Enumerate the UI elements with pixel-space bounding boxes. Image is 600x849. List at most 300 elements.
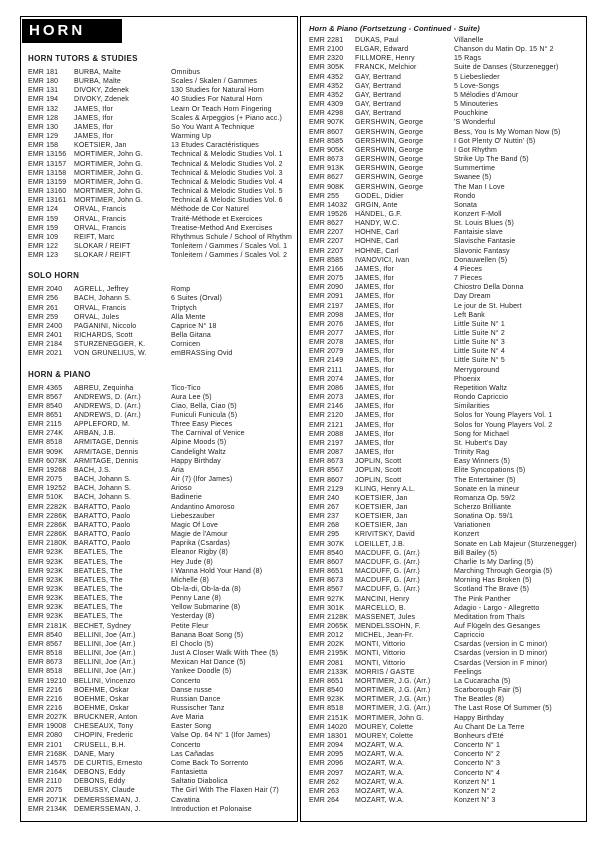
emr-number: EMR 194 — [28, 96, 59, 104]
catalog-row — [28, 233, 295, 242]
piece-title: Le jour de St. Hubert — [454, 302, 522, 310]
composer-name: JAMES, Ifor — [355, 439, 394, 447]
composer-name: KOETSIER, Jan — [355, 522, 408, 530]
composer-name: BEATLES, The — [74, 604, 123, 612]
section-heading-horn-piano: HORN & PIANO — [28, 369, 91, 379]
catalog-row — [28, 402, 295, 411]
emr-number: EMR 158 — [28, 142, 59, 150]
composer-name: DEBUSSY, Claude — [74, 787, 135, 795]
composer-name: ORVAL, Francis — [74, 304, 127, 312]
piece-title: Paprika (Csardas) — [171, 540, 230, 548]
composer-name: JAMES, Ifor — [355, 275, 394, 283]
piece-title: Magie de l'Amour — [171, 531, 228, 539]
catalog-row — [28, 722, 295, 731]
emr-number: EMR 905K — [309, 146, 345, 154]
emr-number: EMR 2195K — [309, 650, 349, 658]
catalog-row — [309, 292, 584, 301]
catalog-row — [309, 237, 584, 246]
piece-title: Come Back To Sorrento — [171, 759, 249, 767]
piece-title: 7 Pieces — [454, 275, 483, 283]
piece-title: The Beatles (8) — [454, 696, 505, 704]
catalog-row — [28, 567, 295, 576]
composer-name: MOZART, W.A. — [355, 769, 405, 777]
catalog-row — [28, 438, 295, 447]
catalog-row — [28, 631, 295, 640]
catalog-row — [309, 173, 584, 182]
piece-title: Concerto N° 1 — [454, 742, 500, 750]
catalog-row — [28, 484, 295, 493]
catalog-row — [28, 466, 295, 475]
piece-title: Scales & Arpeggios (+ Piano acc.) — [171, 114, 282, 122]
composer-name: JOPLIN, Scott — [355, 467, 402, 475]
piece-title: I Wanna Hold Your Hand (8) — [171, 567, 263, 575]
emr-number: EMR 8607 — [309, 128, 344, 136]
composer-name: BECHET, Sydney — [74, 622, 131, 630]
piece-title: Meditation from Thaïs — [454, 613, 525, 621]
emr-number: EMR 2181K — [28, 622, 68, 630]
emr-number: EMR 8607 — [309, 558, 344, 566]
piece-title: The Man I Love — [454, 183, 505, 191]
composer-name: BELLINI, Joe (Arr.) — [74, 640, 136, 648]
emr-number: EMR 255 — [309, 192, 340, 200]
emr-number: EMR 2401 — [28, 332, 63, 340]
catalog-row — [309, 448, 584, 457]
piece-title: Technical & Melodic Studies Vol. 5 — [171, 188, 283, 196]
piece-title: Donauwellen (5) — [454, 256, 508, 264]
emr-number: EMR 13156 — [28, 151, 67, 159]
emr-number: EMR 8627 — [309, 220, 344, 228]
emr-number: EMR 181 — [28, 69, 59, 76]
catalog-row — [28, 393, 295, 402]
emr-number: EMR 256 — [28, 295, 59, 303]
emr-number: EMR 2320 — [309, 55, 344, 63]
catalog-row — [28, 805, 295, 814]
emr-number: EMR 2021 — [28, 350, 63, 358]
catalog-row — [309, 366, 584, 375]
composer-name: VON GRUNELIUS, W. — [74, 350, 147, 358]
catalog-row — [28, 251, 295, 260]
composer-name: MACDUFF, G. (Arr.) — [355, 568, 420, 576]
piece-title: Russischer Tanz — [171, 705, 225, 712]
emr-number: EMR 8673 — [28, 659, 63, 667]
emr-number: EMR 923K — [28, 604, 64, 612]
composer-name: MANCINI, Henry — [355, 595, 410, 603]
composer-name: RICHARDS, Scott — [74, 332, 133, 340]
emr-number: EMR 4352 — [309, 91, 344, 99]
emr-number: EMR 124 — [28, 206, 59, 214]
composer-name: BELLINI, Joe (Arr.) — [74, 650, 136, 658]
piece-title: Swanee (5) — [454, 174, 492, 182]
composer-name: JAMES, Ifor — [355, 339, 394, 347]
composer-name: MORRIS / GASTE — [355, 668, 415, 676]
catalog-row — [309, 210, 584, 219]
composer-name: KOETSIER, Jan — [74, 142, 127, 150]
emr-number: EMR 2115 — [28, 421, 62, 429]
emr-number: EMR 2286K — [28, 521, 68, 529]
emr-number: EMR 262 — [309, 778, 340, 786]
composer-name: MORTIMER, John G. — [355, 714, 424, 722]
composer-name: MORTIMER, John G. — [74, 160, 143, 168]
emr-number: EMR 2097 — [309, 769, 344, 777]
section-heading-tutors: HORN TUTORS & STUDIES — [28, 54, 138, 63]
composer-name: JAMES, Ifor — [355, 403, 394, 411]
composer-name: IVANOVICI, Ivan — [355, 256, 410, 264]
composer-name: JAMES, Ifor — [355, 293, 394, 301]
piece-title: La Cucaracha (5) — [454, 677, 511, 685]
catalog-row — [28, 178, 295, 187]
catalog-row — [28, 649, 295, 658]
piece-title: Hey Jude (8) — [171, 558, 213, 566]
catalog-row — [309, 256, 584, 265]
emr-number: EMR 2087 — [309, 449, 344, 457]
piece-title: Au Chant De La Terre — [454, 723, 525, 731]
emr-number: EMR 2076 — [309, 320, 344, 328]
catalog-row — [309, 100, 584, 109]
emr-number: EMR 8651 — [28, 412, 63, 419]
composer-name: BELLINI, Vincenzo — [74, 677, 136, 685]
piece-title: Saltatio Diabolica — [171, 778, 228, 786]
composer-name: MONTI, Vittorio — [355, 650, 406, 658]
catalog-row — [28, 141, 295, 150]
composer-name: ANDREWS, D. (Arr.) — [74, 412, 141, 419]
emr-number: EMR 2120 — [309, 412, 344, 420]
catalog-row — [28, 429, 295, 438]
emr-number: EMR 8518 — [28, 650, 63, 658]
emr-number: EMR 19210 — [28, 677, 67, 685]
composer-name: MOZART, W.A. — [355, 787, 405, 795]
composer-name: FRANCK, Melchior — [355, 64, 417, 72]
emr-number: EMR 2180K — [28, 540, 68, 548]
emr-number: EMR 2168K — [28, 750, 68, 758]
catalog-row — [28, 457, 295, 466]
composer-name: GERSHWIN, George — [355, 174, 424, 182]
piece-title: Trinity Rag — [454, 449, 490, 457]
emr-number: EMR 2091 — [309, 293, 344, 301]
composer-name: CHOPIN, Frederic — [74, 732, 134, 740]
piece-title: Las Cañadas — [171, 750, 214, 758]
emr-number: EMR 909K — [28, 448, 64, 456]
catalog-row — [28, 759, 295, 768]
catalog-row — [28, 349, 295, 358]
emr-number: EMR 2133K — [309, 668, 349, 676]
emr-number: EMR 2286K — [28, 512, 68, 520]
catalog-row — [28, 741, 295, 750]
emr-number: EMR 923K — [28, 576, 64, 584]
piece-title: Triptych — [171, 304, 197, 312]
composer-name: GERSHWIN, George — [355, 119, 424, 127]
piece-title: Technical & Melodic Studies Vol. 2 — [171, 160, 283, 168]
piece-title: Happy Birthday — [454, 714, 504, 722]
piece-title: Konzert N° 3 — [454, 796, 496, 804]
emr-number: EMR 2073 — [309, 394, 344, 402]
emr-number: EMR 8540 — [309, 549, 344, 557]
catalog-rows-horn-piano — [28, 384, 295, 814]
composer-name: DEBONS, Eddy — [74, 769, 126, 777]
composer-name: MORTIMER, J.G. (Arr.) — [355, 705, 431, 713]
composer-name: DEBONS, Eddy — [74, 778, 126, 786]
emr-number: EMR 2166 — [309, 265, 344, 273]
piece-title: Suite de Danses (Sturzenegger) — [454, 64, 559, 72]
piece-title: Air (7) (Ifor James) — [171, 476, 233, 484]
composer-name: MOUREY, Colette — [355, 732, 414, 740]
composer-name: MONTI, Vittorio — [355, 641, 406, 649]
catalog-row — [309, 439, 584, 448]
emr-number: EMR 2286K — [28, 531, 68, 539]
catalog-row — [28, 215, 295, 224]
emr-number: EMR 132 — [28, 105, 59, 113]
piece-title: Bella Gitana — [171, 332, 211, 340]
composer-name: JAMES, Ifor — [355, 357, 394, 365]
emr-number: EMR 14575 — [28, 759, 67, 767]
emr-number: EMR 268 — [309, 522, 340, 530]
emr-number: EMR 2088 — [309, 430, 344, 438]
emr-number: EMR 19252 — [28, 485, 67, 493]
composer-name: MACDUFF, G. (Arr.) — [355, 558, 420, 566]
piece-title: Song for Michael — [454, 430, 509, 438]
catalog-row — [28, 123, 295, 132]
piece-title: Konzert F-Moll — [454, 210, 502, 218]
piece-title: Ob-la-di, Ob-la-da (8) — [171, 585, 241, 593]
piece-title: Elite Syncopations (5) — [454, 467, 526, 475]
piece-title: Tico-Tico — [171, 384, 201, 392]
piece-title: 13 Etudes Caractéristiques — [171, 142, 259, 150]
catalog-row — [28, 612, 295, 621]
catalog-row — [309, 329, 584, 338]
piece-title: Just A Closer Walk With Thee (5) — [171, 650, 279, 658]
piece-title: Adagio - Largo - Allegretto — [454, 604, 540, 612]
emr-number: EMR 122 — [28, 242, 59, 250]
composer-name: BEATLES, The — [74, 567, 123, 575]
piece-title: Phoenix — [454, 375, 481, 383]
composer-name: JAMES, Ifor — [355, 348, 394, 356]
composer-name: JAMES, Ifor — [355, 375, 394, 383]
emr-number: EMR 13159 — [28, 178, 67, 186]
piece-title: Villanelle — [454, 37, 484, 44]
composer-name: BOEHME, Oskar — [74, 705, 129, 712]
composer-name: JAMES, Ifor — [355, 330, 394, 337]
catalog-row — [28, 294, 295, 303]
emr-number: EMR 8540 — [28, 402, 63, 410]
emr-number: EMR 8540 — [309, 687, 344, 695]
catalog-row — [309, 604, 584, 613]
emr-number: EMR 913K — [309, 165, 345, 173]
catalog-row — [309, 402, 584, 411]
piece-title: Repetition Waltz — [454, 384, 508, 392]
composer-name: GAY, Bertrand — [355, 110, 402, 118]
emr-number: EMR 8651 — [309, 677, 344, 685]
composer-name: BEATLES, The — [74, 576, 123, 584]
piece-title: 5 Minouteries — [454, 101, 498, 109]
emr-number: EMR 2095 — [309, 751, 344, 759]
catalog-row — [309, 283, 584, 292]
piece-title: Csardas (version in D minor) — [454, 650, 548, 658]
piece-title: Valse Op. 64 N° 1 (Ifor James) — [171, 732, 271, 740]
catalog-row — [309, 787, 584, 796]
composer-name: MICHEL, Jean-Fr. — [355, 632, 414, 640]
emr-number: EMR 927K — [309, 595, 345, 603]
composer-name: JAMES, Ifor — [355, 394, 394, 402]
catalog-row — [309, 247, 584, 256]
emr-number: EMR 923K — [28, 595, 64, 603]
catalog-row — [309, 73, 584, 82]
catalog-row — [309, 695, 584, 704]
piece-title: Technical & Melodic Studies Vol. 4 — [171, 178, 283, 186]
emr-number: EMR 2012 — [309, 632, 344, 640]
catalog-row — [309, 503, 584, 512]
emr-number: EMR 13157 — [28, 160, 67, 168]
piece-title: Left Bank — [454, 311, 485, 319]
piece-title: St. Louis Blues (5) — [454, 220, 515, 228]
emr-number: EMR 261 — [28, 304, 59, 312]
piece-title: Konzert N° 1 — [454, 778, 496, 786]
emr-number: EMR 240 — [309, 494, 340, 502]
emr-number: EMR 8540 — [28, 631, 63, 639]
emr-number: EMR 2146 — [309, 403, 344, 411]
composer-name: MOZART, W.A. — [355, 751, 405, 759]
composer-name: BEATLES, The — [74, 585, 123, 593]
composer-name: MACDUFF, G. (Arr.) — [355, 549, 420, 557]
catalog-row — [309, 54, 584, 63]
catalog-row — [309, 549, 584, 558]
catalog-row — [28, 640, 295, 649]
catalog-row — [28, 86, 295, 95]
emr-number: EMR 2110 — [28, 778, 62, 786]
composer-name: ORVAL, Francis — [74, 206, 127, 214]
piece-title: Csardas (Version in F minor) — [454, 659, 548, 667]
catalog-row — [309, 466, 584, 475]
composer-name: KOETSIER, Jan — [355, 494, 408, 502]
composer-name: BACH, Johann S. — [74, 485, 132, 493]
composer-name: HÖHNE, Carl — [355, 238, 399, 246]
piece-title: Concerto — [171, 677, 201, 685]
composer-name: BOEHME, Oskar — [74, 695, 129, 703]
piece-title: Learn Or Teach Horn Fingering — [171, 105, 272, 113]
catalog-row — [28, 695, 295, 704]
composer-name: DEMERSSEMAN, J. — [74, 805, 141, 813]
composer-name: BEATLES, The — [74, 595, 123, 603]
emr-number: EMR 19008 — [28, 723, 67, 731]
emr-number: EMR 2197 — [309, 302, 344, 310]
section-heading-solo-horn: SOLO HORN — [28, 271, 80, 281]
catalog-row — [309, 659, 584, 668]
emr-number: EMR 2094 — [309, 742, 344, 750]
emr-number: EMR 8673 — [309, 458, 344, 466]
piece-title: 4 Pieces — [454, 265, 483, 273]
catalog-row — [28, 196, 295, 205]
piece-title: Little Suite N° 5 — [454, 357, 505, 365]
emr-number: EMR 2100 — [309, 46, 344, 54]
catalog-row — [28, 304, 295, 313]
piece-title: Cavatina — [171, 796, 200, 804]
catalog-row — [309, 778, 584, 787]
composer-name: ABREU, Zequinha — [74, 384, 134, 392]
composer-name: MORTIMER, J.G. (Arr.) — [355, 696, 431, 704]
emr-number: EMR 2077 — [309, 330, 344, 337]
catalog-row — [309, 558, 584, 567]
composer-name: BACH, Johann S. — [74, 476, 132, 484]
piece-title: emBRASSing Ovid — [171, 350, 233, 358]
catalog-row — [28, 493, 295, 502]
piece-title: Arioso — [171, 485, 192, 493]
composer-name: MOUREY, Colette — [355, 723, 414, 731]
piece-title: Solos for Young Players Vol. 2 — [454, 421, 553, 429]
piece-title: Yankee Doodle (5) — [171, 668, 232, 676]
piece-title: 15 Rags — [454, 55, 482, 63]
catalog-row — [309, 109, 584, 118]
composer-name: HÖHNE, Carl — [355, 247, 399, 255]
piece-title: St. Hubert's Day — [454, 439, 508, 447]
catalog-row — [28, 796, 295, 805]
piece-title: Romp — [171, 286, 191, 294]
piece-title: Candelight Waltz — [171, 448, 227, 456]
emr-number: EMR 159 — [28, 215, 59, 223]
catalog-row — [28, 521, 295, 530]
emr-number: EMR 2096 — [309, 760, 344, 768]
emr-number: EMR 2164K — [28, 769, 68, 777]
composer-name: MOZART, W.A. — [355, 742, 405, 750]
emr-number: EMR 13160 — [28, 188, 67, 196]
catalog-row — [28, 187, 295, 196]
composer-name: JAMES, Ifor — [74, 133, 113, 141]
composer-name: KLING, Henry A.L. — [355, 485, 416, 493]
emr-number: EMR 19268 — [28, 466, 67, 474]
emr-number: EMR 2075 — [309, 275, 344, 283]
catalog-row — [28, 448, 295, 457]
catalog-row — [309, 356, 584, 365]
piece-title: Penny Lane (8) — [171, 595, 221, 603]
emr-number: EMR 8518 — [28, 439, 63, 447]
emr-number: EMR 2086 — [309, 384, 344, 392]
piece-title: Liebeszauber — [171, 512, 215, 520]
composer-name: JAMES, Ifor — [355, 430, 394, 438]
catalog-row — [309, 430, 584, 439]
catalog-row — [28, 285, 295, 294]
emr-number: EMR 923K — [309, 696, 345, 704]
piece-title: Csardas (version in C minor) — [454, 641, 548, 649]
catalog-row — [28, 169, 295, 178]
emr-number: EMR 264 — [309, 796, 340, 804]
emr-number: EMR 2121 — [309, 421, 344, 429]
catalog-row — [309, 320, 584, 329]
piece-title: Easter Song — [171, 723, 212, 731]
composer-name: MOZART, W.A. — [355, 796, 405, 804]
emr-number: EMR 2090 — [309, 284, 344, 292]
composer-name: MOZART, W.A. — [355, 760, 405, 768]
piece-title: I Got Plenty O' Nuttin' (5) — [454, 137, 536, 145]
piece-title: I Got Rhythm — [454, 146, 498, 154]
composer-name: MORTIMER, John G. — [74, 197, 143, 205]
piece-title: Sonatina Op. 59/1 — [454, 513, 513, 521]
composer-name: REIFT, Marc — [74, 233, 115, 241]
piece-title: Tonleitern / Gammes / Scales Vol. 1 — [171, 242, 288, 250]
composer-name: JAMES, Ifor — [355, 302, 394, 310]
catalog-row — [28, 313, 295, 322]
emr-number: EMR 2078 — [309, 339, 344, 347]
composer-name: JAMES, Ifor — [355, 366, 394, 374]
piece-title: Similarities — [454, 403, 490, 411]
emr-number: EMR 8607 — [309, 476, 344, 484]
catalog-row — [28, 77, 295, 86]
piece-title: Fantaisie slave — [454, 229, 503, 237]
composer-name: GAY, Bertrand — [355, 101, 402, 109]
emr-number: EMR 2128K — [309, 613, 349, 621]
composer-name: MACDUFF, G. (Arr.) — [355, 586, 420, 594]
horn-banner: HORN — [22, 19, 122, 43]
catalog-row — [309, 347, 584, 356]
piece-title: Little Suite N° 3 — [454, 339, 505, 347]
composer-name: BELLINI, Joe (Arr.) — [74, 631, 136, 639]
piece-title: Summertime — [454, 165, 496, 173]
